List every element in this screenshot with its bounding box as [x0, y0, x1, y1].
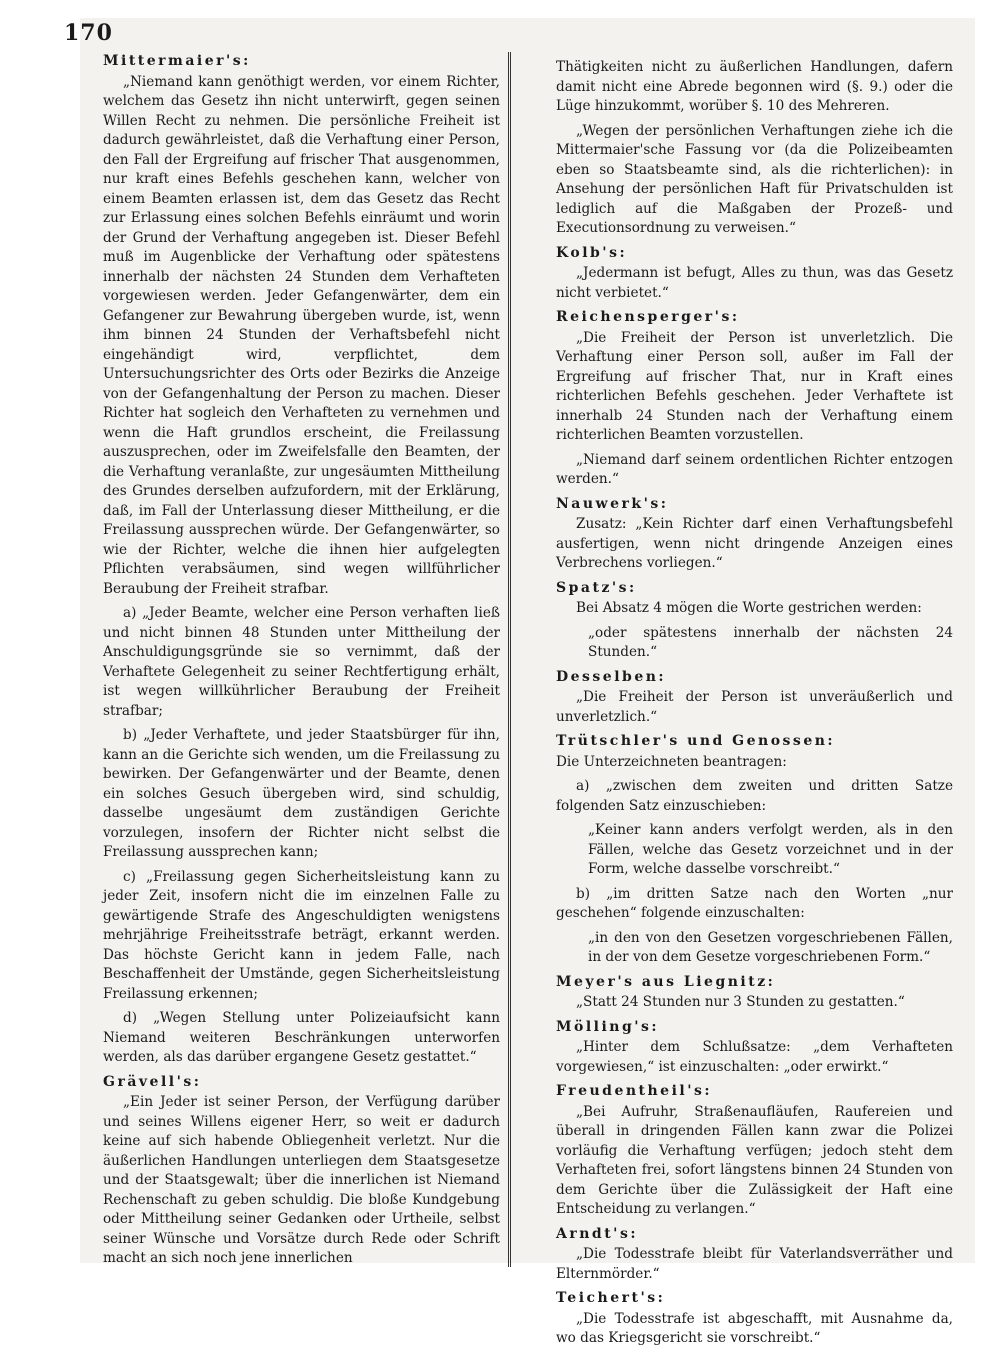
- speaker-heading: Reichensperger's:: [556, 309, 740, 325]
- speaker-heading: Nauwerk's:: [556, 495, 669, 512]
- list-item: c) „Freilassung gegen Sicherheitsleistung kann zu jeder Zeit, insofern nicht die im einzelnen Falle zu gewärtigende Strafe des Angeschuldigten wenigstens mehrjährige Freiheitsstrafe beträgt, erkannt werden. Das höchste Gericht kann in jedem Falle, nach Beschaffenheit der Umstände, gegen Sicherheitsleistung Freilassung erkennen;: [103, 868, 500, 1002]
- speaker-heading: Grävell's:: [103, 1073, 202, 1090]
- paragraph: „Die Freiheit der Person ist unveräußerlich und unverletzlich.“: [556, 689, 953, 725]
- paragraph: „Jedermann ist befugt, Alles zu thun, was das Gesetz nicht verbietet.“: [556, 265, 953, 301]
- paragraph: „Die Todesstrafe bleibt für Vaterlandsverräther und Elternmörder.“: [556, 1246, 953, 1282]
- list-item: b) „Jeder Verhaftete, und jeder Staatsbürger für ihn, kann an die Gerichte sich wenden, um die Freilassung zu bewirken. Der Gefangenwärter und der Beamte, denen ein solches Gesuch übergeben wird, sind schuldig, dasselbe ungesäumt dem zuständigen Gerichte vorzulegen, insofern der Richter nicht selbst die Freilassung aussprechen kann;: [103, 727, 500, 860]
- paragraph: Thätigkeiten nicht zu äußerlichen Handlungen, dafern damit nicht eine Abrede begonnen wird (§. 9.) oder die Lüge hinzukommt, worüber §. 10 des Mehreren.: [556, 59, 953, 114]
- paragraph: „Hinter dem Schlußsatze: „dem Verhafteten vorgewiesen,“ ist einzuschalten: „oder erwirkt.“: [556, 1039, 953, 1075]
- paragraph: „Die Freiheit der Person ist unverletzlich. Die Verhaftung einer Person soll, außer im Fall der Ergreifung auf frischer That, nur in Kraft eines richterlichen Befehls geschehen. Jeder Verhaftete ist innerhalb 24 Stunden nach der Verhaftung einem richterlichen Beamten vorzustellen.: [556, 329, 953, 443]
- page-number: 170: [64, 20, 113, 46]
- paragraph: „Wegen der persönlichen Verhaftungen ziehe ich die Mittermaier'sche Fassung vor (da die Polizeibeamten eben so Staatsbeamte sind, als die richterlichen): in Ansehung der persönlichen Haft für Privatschulden ist lediglich auf die Maßgaben der Prozeß- und Executionsordnung zu verweisen.“: [556, 122, 953, 236]
- speaker-heading: Desselben:: [556, 668, 667, 685]
- paragraph: „Niemand kann genöthigt werden, vor einem Richter, welchem das Gesetz ihn nicht unterwirft, gegen seinen Willen Recht zu nehmen. Die persönliche Freiheit ist dadurch gewährleistet, daß die Verhaftung einer Person, den Fall der Ergreifung auf frischer That ausgenommen, nur kraft eines Befehls geschehen kann, welcher von einem Beamten erlassen ist, dem das Gesetz das Recht zur Erlassung eines solchen Befehls einräumt und worin der Grund der Verhaftung angegeben ist. Dieser Befehl muß im Augenblicke der Verhaftung oder spätestens innerhalb der nächsten 24 Stunden dem Verhafteten vorgewiesen werden. Jeder Gefangenwärter, dem ein Gefangener zur Bewahrung übergeben wurde, ist, wenn ihm binnen 24 Stunden der Verhaftsbefehl nicht eingehändigt wird, verpflichtet, dem Untersuchungsrichter des Orts oder Bezirks die Anzeige von der Gefangenhaltung der Person zu machen. Dieser Richter hat sogleich den Verhafteten zu vernehmen und wenn die Haft grundlos erscheint, die Freilassung auszusprechen, oder im Zweifelsfalle den Beamten, der die Verhaftung veranlaßte, zur ungesäumten Mittheilung des Grundes derselben aufzufordern, mit der Erklärung, daß, im Fall der Unterlassung dieser Mittheilung, er die Freilassung aussprechen würde. Der Gefangenwärter, so wie der Richter, welche die ihnen hier aufgelegten Pflichten verabsäumen, sind wegen willführlicher Beraubung der Freiheit strafbar.: [103, 73, 500, 597]
- quoted-amendment: „Keiner kann anders verfolgt werden, als in den Fällen, welche das Gesetz vorzeichnet und in der Form, welche dasselbe vorschreibt.“: [588, 822, 953, 877]
- paragraph: Bei Absatz 4 mögen die Worte gestrichen werden:: [576, 600, 922, 616]
- speaker-heading: Teichert's:: [556, 1290, 666, 1306]
- speaker-heading: Meyer's aus Liegnitz:: [556, 973, 776, 990]
- paragraph: Zusatz: „Kein Richter darf einen Verhaftungsbefehl ausfertigen, wenn nicht dringende Anzeigen eines Verbrechens vorliegen.“: [556, 516, 953, 571]
- speaker-heading: Mölling's:: [556, 1018, 660, 1035]
- column-divider: [508, 52, 511, 1267]
- speaker-heading: Arndt's:: [556, 1225, 639, 1242]
- paragraph: „Niemand darf seinem ordentlichen Richter entzogen werden.“: [556, 451, 953, 487]
- quoted-amendment: „oder spätestens innerhalb der nächsten 24 Stunden.“: [588, 624, 953, 660]
- paragraph: Die Unterzeichneten beantragen:: [556, 753, 787, 770]
- left-column: [103, 52, 500, 1274]
- paragraph: „Ein Jeder ist seiner Person, der Verfügung darüber und seines Willens eigener Herr, so weit er dadurch keine auf sich habende Obliegenheit verletzt. Nur die äußerlichen Handlungen unterliegen dem Staatsgesetze und der Staatsgewalt; über die innerlichen ist Niemand Rechenschaft zu geben schuldig. Die bloße Kundgebung oder Mittheilung seiner Gedanken oder Urtheile, selbst seiner Wünsche und Vorsätze durch Rede oder Schrift macht an sich noch jene innerlichen: [103, 1094, 500, 1266]
- paragraph: „Bei Aufruhr, Straßenaufläufen, Raufereien und überall in dringenden Fällen kann zwar die Polizei vorläufig die Verhaftung verfügen; jedoch steht dem Verhafteten frei, sofort längstens binnen 24 Stunden von dem Gerichte über die Zulässigkeit der Haft eine Entscheidung zu verlangen.“: [556, 1103, 953, 1217]
- list-item: a) „Jeder Beamte, welcher eine Person verhaften ließ und nicht binnen 48 Stunden unter Mittheilung der Anschuldigungsgründe sie so vernimmt, daß der Verhaftete Gelegenheit zu seiner Rechtfertigung erhält, ist wegen willkührlicher Beraubung der Freiheit strafbar;: [103, 605, 500, 719]
- paragraph: „Die Todesstrafe ist abgeschafft, mit Ausnahme da, wo das Kriegsgericht sie vorschreibt.“: [556, 1310, 953, 1346]
- speaker-heading: Freudentheil's:: [556, 1083, 713, 1099]
- speaker-heading: Spatz's:: [556, 579, 637, 596]
- speaker-heading: Mittermaier's:: [103, 53, 251, 69]
- right-column: [556, 58, 953, 1354]
- paragraph: „Statt 24 Stunden nur 3 Stunden zu gestatten.“: [576, 994, 905, 1010]
- list-item: b) „im dritten Satze nach den Worten „nur geschehen“ folgende einzuschalten:: [556, 885, 953, 921]
- quoted-amendment: „in den von den Gesetzen vorgeschriebenen Fällen, in der von dem Gesetze vorgeschriebenen Form.“: [588, 929, 953, 965]
- list-item: a) „zwischen dem zweiten und dritten Satze folgenden Satz einzuschieben:: [556, 778, 953, 814]
- speaker-heading: Kolb's:: [556, 244, 628, 261]
- speaker-heading: Trütschler's und Genossen:: [556, 733, 836, 749]
- list-item: d) „Wegen Stellung unter Polizeiaufsicht kann Niemand weiteren Beschränkungen unterworfen werden, als das darüber ergangene Gesetz gestattet.“: [103, 1010, 500, 1065]
